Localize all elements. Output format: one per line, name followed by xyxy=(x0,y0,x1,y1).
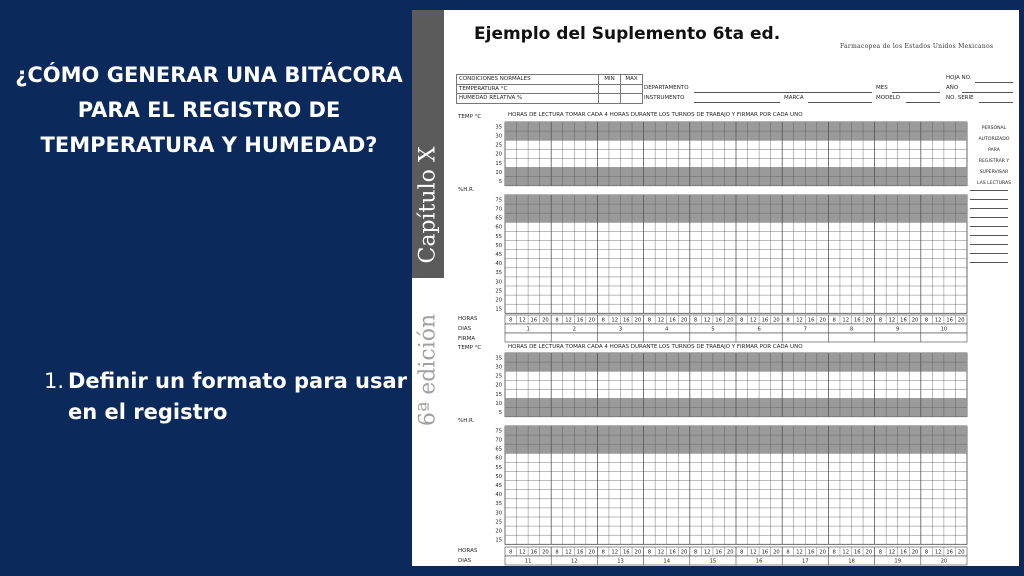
day-label: 11 xyxy=(524,558,532,565)
day-label: 20 xyxy=(940,558,948,565)
edition-label: 6ª edición xyxy=(415,313,441,427)
document-header: Farmacopea de los Estados Unidos Mexicanos xyxy=(840,43,994,50)
temp-grid-2-tick-label: 30 xyxy=(495,364,502,371)
hour-label: 8 xyxy=(647,549,652,556)
hour-label: 16 xyxy=(576,549,584,556)
hr-grid-1-tick-label: 45 xyxy=(495,251,502,258)
day-label: 14 xyxy=(663,558,671,565)
side-note-line: REGISTRAR Y xyxy=(978,159,1010,164)
hour-label: 16 xyxy=(807,549,815,556)
side-note-line: AUTORIZADO xyxy=(978,137,1010,142)
hour-label: 16 xyxy=(715,549,722,556)
hour-label: 20 xyxy=(773,549,780,556)
hr-grid-2-tick-label: 70 xyxy=(495,437,502,444)
table-cell: HUMEDAD RELATIVA % xyxy=(457,94,599,104)
marca-label: MARCA xyxy=(784,95,804,101)
hr-grid-2-tick-label: 65 xyxy=(495,446,502,453)
slide-question: ¿CÓMO GENERAR UNA BITÁCORA PARA EL REGISTRO DE TEMPERATURA Y HUMEDAD? xyxy=(15,63,403,157)
hour-label: 8 xyxy=(693,549,698,556)
temp-grid-1-tick-label: 20 xyxy=(495,151,502,158)
hour-label: 12 xyxy=(703,317,711,324)
hr-grid-2-tick-label: 50 xyxy=(495,473,502,480)
hr-grid-1-tick-label: 35 xyxy=(495,270,502,277)
document-title: Ejemplo del Suplemento 6ta ed. xyxy=(474,24,781,44)
horas-label: HORAS xyxy=(458,316,478,322)
hour-label: 12 xyxy=(657,317,665,324)
temp-grid-1-tick-label: 15 xyxy=(495,160,502,167)
hour-label: 16 xyxy=(530,549,538,556)
hr-grid-2-tick-label: 45 xyxy=(495,482,502,489)
day-label: 2 xyxy=(572,326,576,333)
hour-label: 20 xyxy=(588,549,595,556)
hr-grid-2-tick-label: 15 xyxy=(495,537,502,544)
hour-label: 16 xyxy=(715,317,722,324)
hour-label: 8 xyxy=(878,549,883,556)
day-label: 17 xyxy=(801,558,809,565)
hour-label: 8 xyxy=(832,317,836,324)
hour-label: 8 xyxy=(601,317,605,324)
side-note-line: PARA xyxy=(988,148,1000,153)
hour-label: 16 xyxy=(622,317,630,324)
temp-grid-1-tick-label: 10 xyxy=(495,169,502,176)
table-cell: MIN xyxy=(599,75,621,85)
hour-label: 8 xyxy=(832,549,836,556)
hour-label: 8 xyxy=(924,549,929,556)
hour-label: 20 xyxy=(726,549,734,556)
side-note-line: PERSONAL xyxy=(981,126,1007,131)
hour-label: 20 xyxy=(911,549,919,556)
hr-grid-1-tick-label: 70 xyxy=(495,206,502,213)
temp-grid-2-tick-label: 5 xyxy=(498,409,502,416)
hr-grid-2-tick-label: 20 xyxy=(495,528,502,535)
temp-label-2: TEMP °C xyxy=(458,345,482,351)
mes-label: MES xyxy=(876,85,888,91)
day-label: 12 xyxy=(570,558,578,565)
serie-label: NO. SERIE xyxy=(946,95,974,101)
instructions-text-2: HORAS DE LECTURA TOMAR CADA 4 HORAS DURANTE LOS TURNOS DE TRABAJO Y FIRMAR POR CADA UNO xyxy=(508,344,803,350)
table-cell: CONDICIONES NORMALES xyxy=(457,75,599,85)
instructions-text: HORAS DE LECTURA TOMAR CADA 4 HORAS DURANTE LOS TURNOS DE TRABAJO Y FIRMAR POR CADA UNO xyxy=(508,112,803,118)
hour-label: 20 xyxy=(865,317,873,324)
hour-label: 16 xyxy=(900,317,907,324)
hour-label: 20 xyxy=(634,317,642,324)
day-label: 3 xyxy=(618,326,623,333)
hour-label: 20 xyxy=(957,317,965,324)
dias-label: DIAS xyxy=(458,326,472,332)
day-label: 5 xyxy=(711,326,715,333)
day-label: 15 xyxy=(709,558,717,565)
hour-label: 12 xyxy=(796,317,803,324)
hour-label: 16 xyxy=(900,549,907,556)
step-number: 1. xyxy=(44,369,65,393)
hr-grid-2-tick-label: 35 xyxy=(495,501,502,508)
temp-grid-1-tick-label: 35 xyxy=(495,124,502,131)
temp-grid-1-tick-label: 25 xyxy=(495,142,502,149)
hr-grid-1-tick-label: 55 xyxy=(495,233,502,240)
horas-label-2: HORAS xyxy=(458,548,478,554)
hour-label: 12 xyxy=(565,549,572,556)
hour-label: 12 xyxy=(565,317,572,324)
log-grids xyxy=(412,10,1019,566)
side-note-line: LAS LECTURAS xyxy=(976,181,1012,186)
table-cell: TEMPERATURA °C xyxy=(457,84,599,94)
hr-grid-2-tick-label: 60 xyxy=(495,455,502,462)
hour-label: 8 xyxy=(740,317,744,324)
hr-grid-1-tick-label: 65 xyxy=(495,215,502,222)
day-label: 6 xyxy=(757,326,761,333)
hr-grid-1-tick-label: 25 xyxy=(495,288,502,295)
hr-grid-1-tick-label: 15 xyxy=(495,306,502,313)
temp-label: TEMP °C xyxy=(458,114,482,120)
hour-label: 20 xyxy=(819,317,826,324)
hour-label: 16 xyxy=(669,549,676,556)
hour-label: 20 xyxy=(680,317,688,324)
hour-label: 12 xyxy=(796,549,803,556)
hour-label: 8 xyxy=(555,549,559,556)
hr-grid-2-tick-label: 40 xyxy=(495,492,502,499)
hour-label: 8 xyxy=(924,317,929,324)
day-label: 16 xyxy=(755,558,763,565)
hr-grid-1-tick-label: 50 xyxy=(495,242,502,249)
hour-label: 20 xyxy=(680,549,688,556)
hour-label: 20 xyxy=(634,549,642,556)
hour-label: 16 xyxy=(761,549,769,556)
day-label: 1 xyxy=(526,326,530,333)
hour-label: 20 xyxy=(588,317,595,324)
temp-grid-2-tick-label: 20 xyxy=(495,382,502,389)
day-label: 13 xyxy=(617,558,624,565)
hour-label: 20 xyxy=(911,317,919,324)
hr-grid-2-tick-label: 30 xyxy=(495,510,502,517)
hour-label: 16 xyxy=(530,317,538,324)
temp-grid-1-tick-label: 30 xyxy=(495,133,502,140)
instrumento-label: INSTRUMENTO xyxy=(644,95,685,101)
hour-label: 12 xyxy=(750,317,757,324)
modelo-label: MODELO xyxy=(876,95,900,101)
anio-label: AÑO xyxy=(946,85,959,91)
slide-left-panel xyxy=(0,0,412,576)
hour-label: 16 xyxy=(946,317,953,324)
hour-label: 8 xyxy=(693,317,698,324)
hoja-label: HOJA NO. xyxy=(946,75,972,81)
departamento-label: DEPARTAMENTO xyxy=(644,85,689,91)
hour-label: 8 xyxy=(601,549,605,556)
dias-label-2: DIAS xyxy=(458,558,472,564)
day-label: 4 xyxy=(665,326,669,333)
hour-label: 16 xyxy=(853,549,861,556)
hour-label: 20 xyxy=(819,549,826,556)
firma-label: FIRMA xyxy=(458,336,476,342)
hour-label: 20 xyxy=(726,317,734,324)
hour-label: 16 xyxy=(576,317,584,324)
hr-grid-1-tick-label: 40 xyxy=(495,261,502,268)
temp-grid-2-tick-label: 25 xyxy=(495,373,502,380)
hour-label: 12 xyxy=(657,549,665,556)
hour-label: 12 xyxy=(611,549,619,556)
hour-label: 8 xyxy=(786,549,790,556)
hr-grid-1-tick-label: 75 xyxy=(495,197,502,204)
hour-label: 12 xyxy=(842,317,850,324)
hr-label-2: %H.R. xyxy=(458,418,475,424)
hour-label: 12 xyxy=(611,317,619,324)
day-label: 7 xyxy=(803,326,807,333)
document-image xyxy=(412,10,1019,566)
hour-label: 16 xyxy=(622,549,630,556)
hour-label: 20 xyxy=(542,549,549,556)
side-note-line: SUPERVISAR xyxy=(979,170,1009,175)
hour-label: 8 xyxy=(555,317,559,324)
hour-label: 12 xyxy=(934,317,942,324)
hour-label: 12 xyxy=(750,549,757,556)
temp-grid-2-tick-label: 15 xyxy=(495,391,502,398)
table-cell: MAX xyxy=(621,75,643,85)
day-label: 8 xyxy=(849,326,854,333)
hour-label: 12 xyxy=(842,549,850,556)
hour-label: 16 xyxy=(761,317,769,324)
hour-label: 8 xyxy=(647,317,652,324)
hour-label: 20 xyxy=(773,317,780,324)
hour-label: 16 xyxy=(853,317,861,324)
hour-label: 16 xyxy=(669,317,676,324)
day-label: 19 xyxy=(894,558,902,565)
day-label: 10 xyxy=(940,326,948,333)
hour-label: 12 xyxy=(888,317,896,324)
hr-grid-1-tick-label: 20 xyxy=(495,297,502,304)
step-text: Definir un formato para usar en el registro xyxy=(68,369,408,424)
hour-label: 8 xyxy=(509,549,513,556)
hour-label: 8 xyxy=(740,549,744,556)
hour-label: 12 xyxy=(703,549,711,556)
hour-label: 8 xyxy=(878,317,883,324)
hour-label: 16 xyxy=(807,317,815,324)
chapter-label: Capítulo X xyxy=(415,146,441,264)
hour-label: 8 xyxy=(509,317,513,324)
hr-grid-1-tick-label: 30 xyxy=(495,279,502,286)
hour-label: 20 xyxy=(542,317,549,324)
hour-label: 20 xyxy=(957,549,965,556)
hour-label: 16 xyxy=(946,549,953,556)
hour-label: 12 xyxy=(934,549,942,556)
temp-grid-1-tick-label: 5 xyxy=(498,178,502,185)
hour-label: 12 xyxy=(519,549,526,556)
temp-grid-2-tick-label: 10 xyxy=(495,400,502,407)
hr-grid-1-tick-label: 60 xyxy=(495,224,502,231)
hour-label: 8 xyxy=(786,317,790,324)
day-label: 18 xyxy=(848,558,855,565)
day-label: 9 xyxy=(896,326,900,333)
hr-grid-2-tick-label: 25 xyxy=(495,519,502,526)
hour-label: 12 xyxy=(888,549,896,556)
hr-label: %H.R. xyxy=(458,187,475,193)
hr-grid-2-tick-label: 55 xyxy=(495,464,502,471)
hour-label: 20 xyxy=(865,549,873,556)
hr-grid-2-tick-label: 75 xyxy=(495,428,502,435)
hour-label: 12 xyxy=(519,317,526,324)
temp-grid-2-tick-label: 35 xyxy=(495,355,502,362)
